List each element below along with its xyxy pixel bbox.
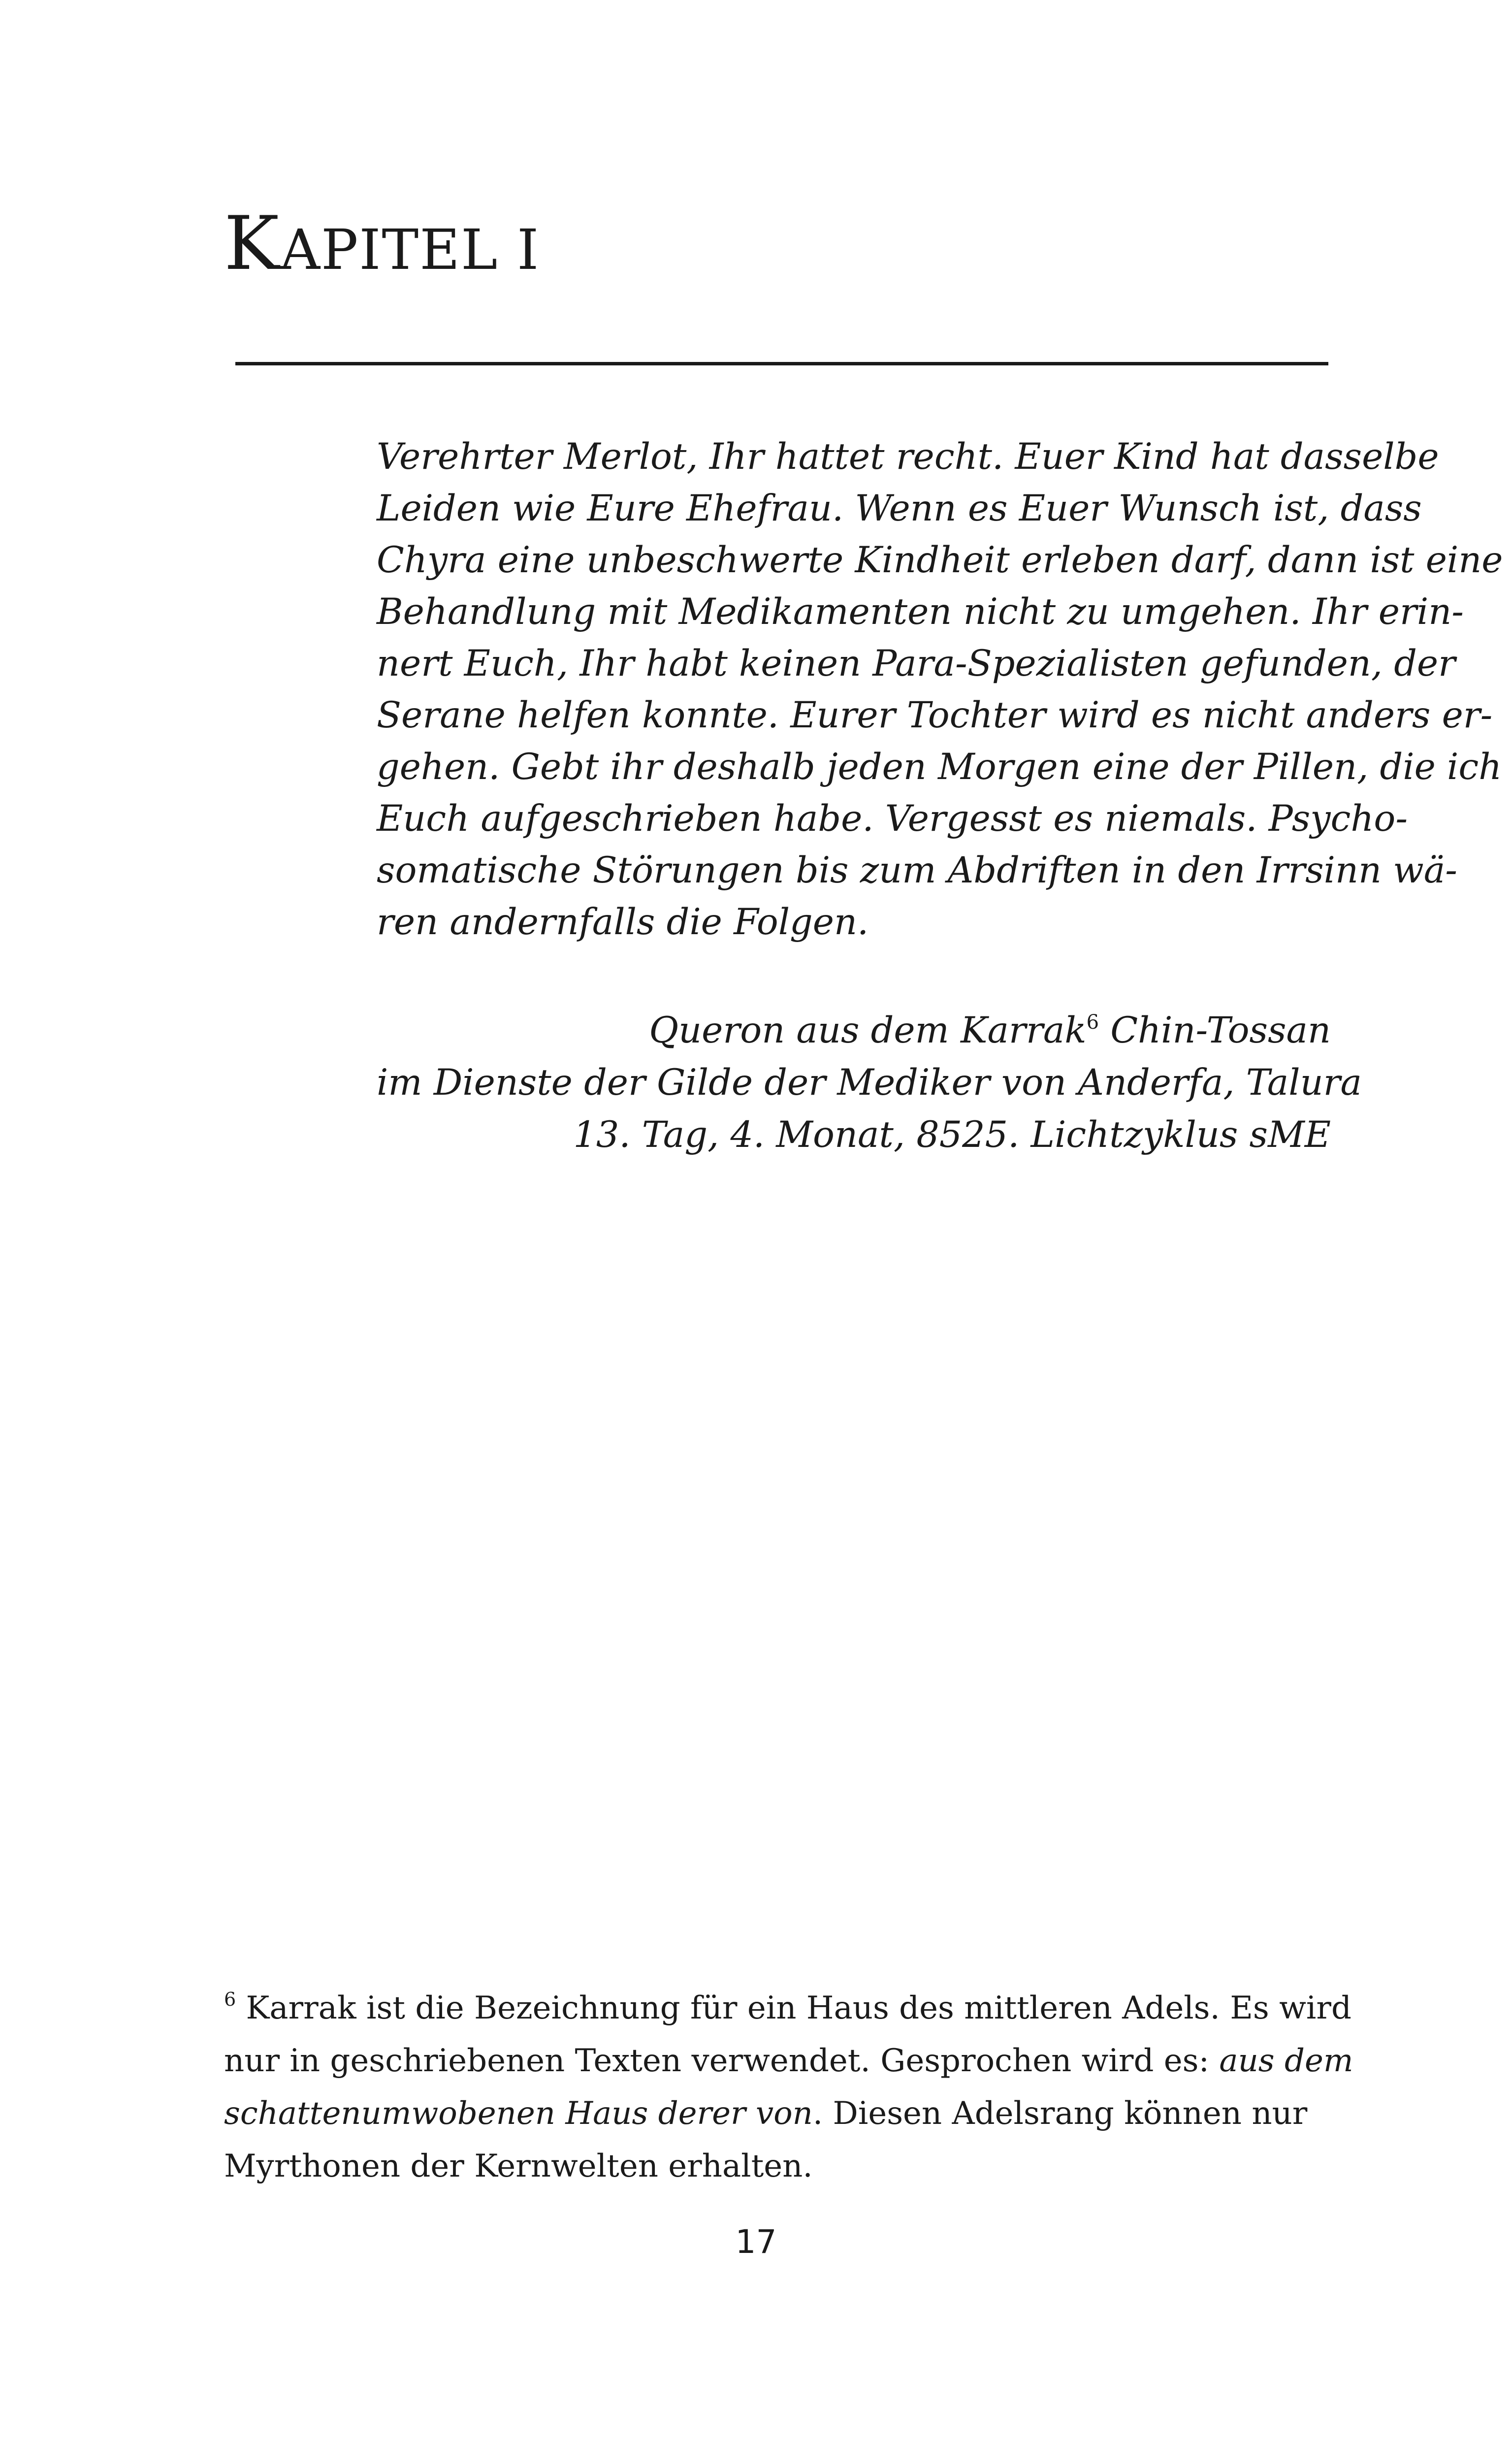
letter-signature (377, 1005, 1362, 1161)
footnote-line-3: schattenumwobenen Haus derer von. Diesen Adelsrang können nur (224, 2095, 1308, 2132)
footnote (224, 1982, 1353, 2193)
letter-line: Serane helfen konnte. Eurer Tochter wird es nicht anders er- (377, 694, 1493, 736)
letter-line: Euch aufgeschrieben habe. Vergesst es niemals. Psycho- (377, 798, 1408, 840)
chapter-title-rest: APITEL I (280, 218, 540, 282)
letter-line: somatische Störungen bis zum Abdriften in den Irrsinn wä- (377, 849, 1457, 891)
chapter-title (224, 201, 540, 287)
footnote-marker: 6 (224, 1988, 236, 2010)
chapter-title-initial: K (224, 201, 281, 287)
page-number: 17 (735, 2223, 777, 2261)
letter-text (377, 431, 1503, 948)
footnote-reference: 6 (1086, 1011, 1099, 1034)
signature-name: Queron aus dem Karrak (649, 1010, 1087, 1051)
footnote-line-1: $^6$ Karrak ist die Bezeichnung für ein Haus des mittleren Adels. Es wird (224, 1988, 1351, 2026)
letter-line: Leiden wie Eure Ehefrau. Wenn es Euer Wunsch ist, dass (377, 488, 1422, 529)
letter-line: nert Euch, Ihr habt keinen Para-Spezialisten gefunden, der (377, 643, 1456, 684)
letter-line: Verehrter Merlot, Ihr hattet recht. Euer Kind hat dasselbe (377, 436, 1439, 478)
footnote-line-2: nur in geschriebenen Texten verwendet. Gesprochen wird es: aus dem (224, 2043, 1353, 2079)
signature-line-1 (377, 1005, 1331, 1057)
chapter-title-rule (235, 362, 1328, 365)
signature-line-2: im Dienste der Gilde der Mediker von Anderfa, Talura (377, 1062, 1362, 1104)
letter-line: Behandlung mit Medikamenten nicht zu umgehen. Ihr erin- (377, 591, 1464, 633)
letter-line: Chyra eine unbeschwerte Kindheit erleben darf, dann ist eine (377, 539, 1503, 581)
signature-line-3: 13. Tag, 4. Monat, 8525. Lichtzyklus sME (573, 1114, 1331, 1156)
letter-line: gehen. Gebt ihr deshalb jeden Morgen eine der Pillen, die ich (377, 746, 1502, 788)
signature-name-suffix: Chin-Tossan (1099, 1010, 1331, 1051)
letter-line: ren andernfalls die Folgen. (377, 901, 869, 943)
footnote-line-4: Myrthonen der Kernwelten erhalten. (224, 2148, 813, 2184)
